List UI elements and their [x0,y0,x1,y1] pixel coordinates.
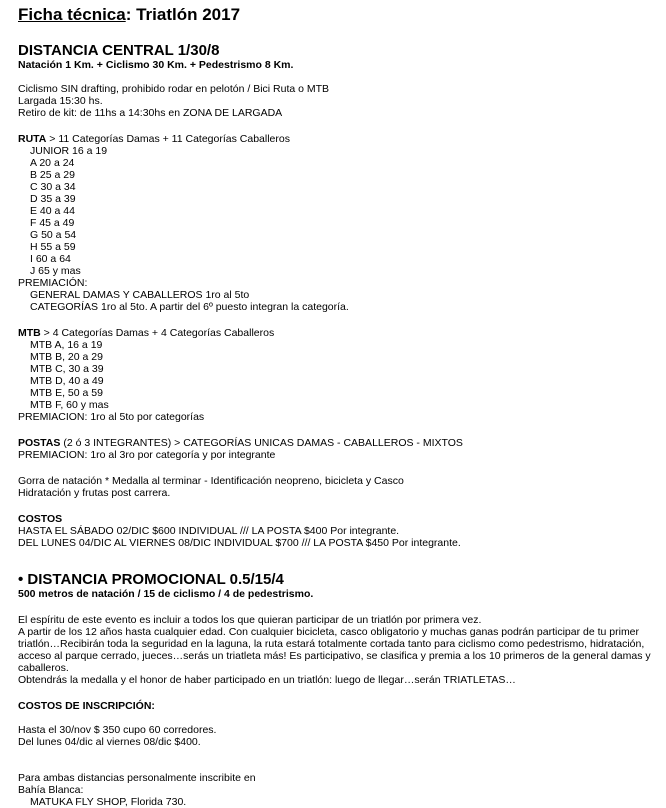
ruta-category: B 25 a 29 [30,169,75,181]
ruta-category: E 40 a 44 [30,205,75,217]
promocional-paragraph: El espíritu de este evento es incluir a todos los que quieran participar de un triatlón por primera vez. [18,614,482,626]
ruta-category: J 65 y mas [30,265,81,277]
ruta-label: RUTA [18,133,47,145]
ruta-category: C 30 a 34 [30,181,76,193]
document-title [18,5,658,25]
footer-shop: MATUKA FLY SHOP, Florida 730. [30,796,187,808]
postas-header [18,437,658,449]
central-subheading: Natación 1 Km. + Ciclismo 30 Km. + Pedestrismo 8 Km. [18,59,294,71]
ruta-category: D 35 a 39 [30,193,76,205]
footer-intro: Para ambas distancias personalmente inscribite en [18,772,256,784]
ruta-category: I 60 a 64 [30,253,71,265]
mtb-premiacion: PREMIACION: 1ro al 5to por categorías [18,411,205,423]
ruta-premiacion-line: GENERAL DAMAS Y CABALLEROS 1ro al 5to [30,289,250,301]
mtb-label: MTB [18,327,41,339]
promocional-paragraph: Obtendrás la medalla y el honor de haber participado en un triatlón: luego de llegar…serán TRIATLETAS… [18,674,516,686]
ruta-category: F 45 a 49 [30,217,75,229]
postas-summary: (2 ó 3 INTEGRANTES) > CATEGORÍAS UNICAS DAMAS - CABALLEROS - MIXTOS [60,437,463,449]
mtb-category: MTB C, 30 a 39 [30,363,104,375]
ruta-category: JUNIOR 16 a 19 [30,145,108,157]
promocional-heading: • DISTANCIA PROMOCIONAL 0.5/15/4 [18,571,284,588]
central-info-line: Largada 15:30 hs. [18,95,103,107]
promocional-costos-line: Hasta el 30/nov $ 350 cupo 60 corredores. [18,724,217,736]
ruta-category: A 20 a 24 [30,157,75,169]
document-page [18,5,658,808]
mtb-summary: > 4 Categorías Damas + 4 Categorías Caballeros [40,327,275,339]
promocional-costos-label: COSTOS DE INSCRIPCIÓN: [18,700,155,712]
title-underlined: Ficha técnica [18,5,126,24]
ruta-summary: > 11 Categorías Damas + 11 Categorías Caballeros [46,133,290,145]
promocional-paragraph: A partir de los 12 años hasta cualquier edad. Con cualquier bicicleta, casco obligatorio y muchas ganas podrán participar de tu primer triatlón…Recibirán toda la seguridad en la laguna, la ruta estará totalmente cortada tanto para ciclismo como pedestrismo, hidratación, acceso al parque cerrado, jueces…serás un triatleta más! Es participativo, se clasifica y premia a los 10 primeros de la general damas y caballeros. [18,626,651,674]
costos-label: COSTOS [18,513,63,525]
ruta-header [18,133,658,145]
ruta-category: G 50 a 54 [30,229,77,241]
mtb-category: MTB A, 16 a 19 [30,339,103,351]
central-info-line: Ciclismo SIN drafting, prohibido rodar en pelotón / Bici Ruta o MTB [18,83,330,95]
promocional-subheading: 500 metros de natación / 15 de ciclismo / 4 de pedestrismo. [18,588,314,600]
ruta-premiacion-line: CATEGORÍAS 1ro al 5to. A partir del 6º puesto integran la categoría. [30,301,349,313]
costos-line: DEL LUNES 04/DIC AL VIERNES 08/DIC INDIVIDUAL $700 /// LA POSTA $450 Por integrante. [18,537,461,549]
promocional-costos-line: Del lunes 04/dic al viernes 08/dic $400. [18,736,201,748]
mtb-category: MTB F, 60 y mas [30,399,109,411]
mtb-category: MTB B, 20 a 29 [30,351,103,363]
title-rest: : Triatlón 2017 [125,5,241,24]
postas-label: POSTAS [18,437,61,449]
ruta-category: H 55 a 59 [30,241,76,253]
postas-premiacion: PREMIACION: 1ro al 3ro por categoría y por integrante [18,449,276,461]
ruta-premiacion-label: PREMIACIÓN: [18,277,88,289]
extras-line: Gorra de natación * Medalla al terminar - Identificación neopreno, bicicleta y Casco [18,475,404,487]
mtb-category: MTB E, 50 a 59 [30,387,103,399]
costos-line: HASTA EL SÁBADO 02/DIC $600 INDIVIDUAL /// LA POSTA $400 Por integrante. [18,525,400,537]
central-heading: DISTANCIA CENTRAL 1/30/8 [18,42,220,59]
central-info-line: Retiro de kit: de 11hs a 14:30hs en ZONA DE LARGADA [18,107,283,119]
footer-city: Bahía Blanca: [18,784,84,796]
mtb-header [18,327,658,339]
mtb-category: MTB D, 40 a 49 [30,375,104,387]
extras-line: Hidratación y frutas post carrera. [18,487,171,499]
